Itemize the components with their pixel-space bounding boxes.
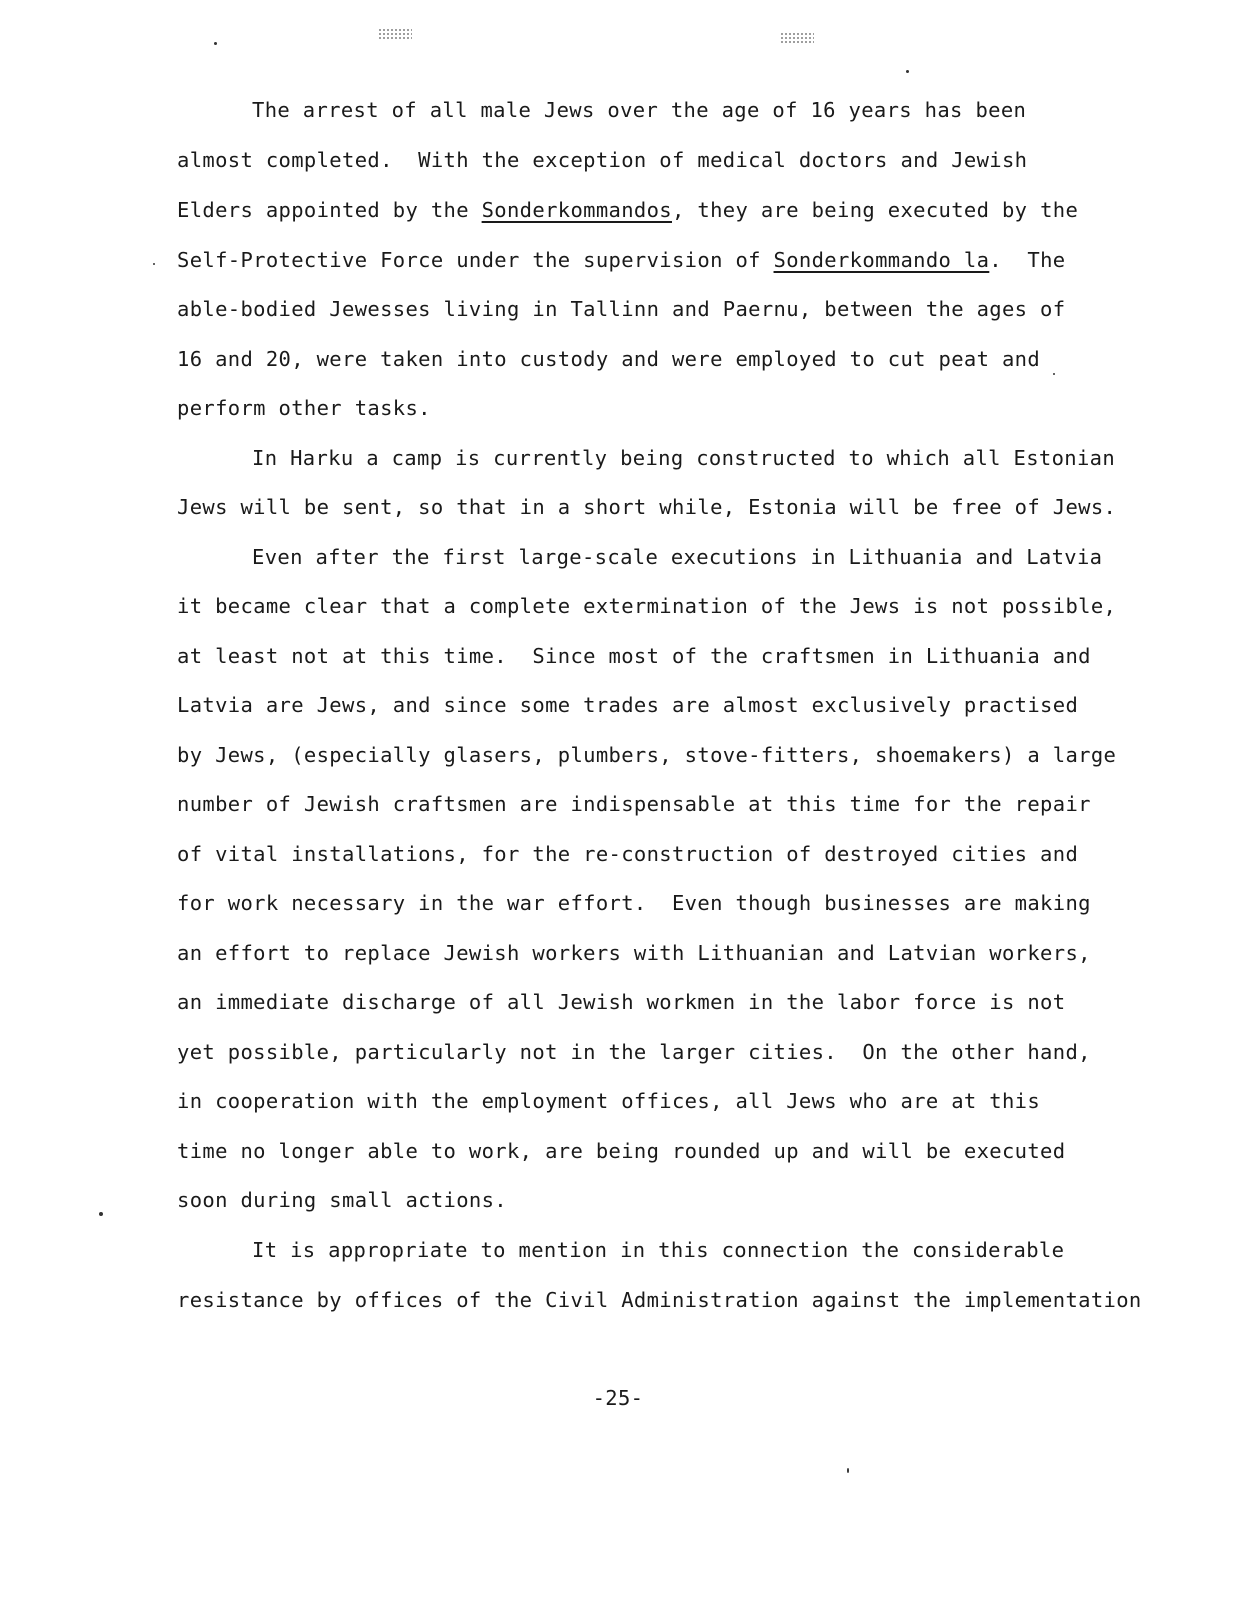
paragraph-3-line-4: Latvia are Jews, and since some trades are almost exclusively practised — [177, 693, 1079, 717]
paragraph-3-line-12: in cooperation with the employment offices, all Jews who are at this — [177, 1089, 1041, 1113]
paragraph-3-line-5: by Jews, (especially glasers, plumbers, stove-fitters, shoemakers) a large — [177, 743, 1117, 767]
paragraph-1-line-3 — [177, 197, 1078, 223]
scan-speck — [1053, 373, 1055, 375]
paragraph-3-line-9: an effort to replace Jewish workers with Lithuanian and Latvian workers, — [177, 941, 1091, 965]
text-segment: Elders appointed by the — [177, 198, 482, 222]
scan-speck — [214, 42, 217, 45]
underlined-term: Sonderkommandos — [481, 198, 672, 222]
paragraph-1-line-5: able-bodied Jewesses living in Tallinn and Paernu, between the ages of — [177, 297, 1066, 321]
page-number: -25- — [592, 1386, 644, 1410]
paragraph-1-line-1: The arrest of all male Jews over the age of 16 years has been — [252, 98, 1027, 122]
paragraph-3-line-11: yet possible, particularly not in the larger cities. On the other hand, — [177, 1040, 1091, 1064]
paragraph-1-line-6: 16 and 20, were taken into custody and were employed to cut peat and — [177, 347, 1041, 371]
paragraph-3-line-8: for work necessary in the war effort. Even though businesses are making — [177, 891, 1091, 915]
paragraph-1-line-2: almost completed. With the exception of medical doctors and Jewish — [177, 148, 1028, 172]
scan-speck — [847, 1468, 849, 1473]
paragraph-3-line-13: time no longer able to work, are being rounded up and will be executed — [177, 1139, 1066, 1163]
paragraph-2-line-2: Jews will be sent, so that in a short while, Estonia will be free of Jews. — [177, 495, 1117, 519]
paragraph-3-line-2: it became clear that a complete extermination of the Jews is not possible, — [177, 594, 1117, 618]
scan-dot-cluster-left — [378, 28, 412, 40]
text-segment: , they are being executed by the — [672, 198, 1079, 222]
paragraph-3-line-3: at least not at this time. Since most of the craftsmen in Lithuania and — [177, 644, 1091, 668]
text-segment: . The — [989, 248, 1066, 272]
scan-dot-cluster-right — [780, 32, 814, 44]
paragraph-1-line-7: perform other tasks. — [177, 396, 431, 420]
paragraph-3-line-6: number of Jewish craftsmen are indispensable at this time for the repair — [177, 792, 1091, 816]
paragraph-2-line-1: In Harku a camp is currently being constructed to which all Estonian — [252, 446, 1116, 470]
paragraph-3-line-10: an immediate discharge of all Jewish workmen in the labor force is not — [177, 990, 1066, 1014]
scan-speck — [99, 1212, 103, 1216]
paragraph-3-line-14: soon during small actions. — [177, 1188, 507, 1212]
paragraph-1-line-4 — [177, 247, 1065, 273]
paragraph-3-line-1: Even after the first large-scale executions in Lithuania and Latvia — [252, 545, 1103, 569]
paragraph-3-line-7: of vital installations, for the re-construction of destroyed cities and — [177, 842, 1079, 866]
text-segment: Self-Protective Force under the supervision of — [177, 248, 774, 272]
paragraph-4-line-2: resistance by offices of the Civil Administration against the implementation — [177, 1288, 1142, 1312]
underlined-term: Sonderkommando la — [773, 248, 990, 272]
paragraph-4-line-1: It is appropriate to mention in this connection the considerable — [252, 1238, 1065, 1262]
scan-speck — [153, 263, 155, 265]
scan-speck — [906, 70, 909, 73]
